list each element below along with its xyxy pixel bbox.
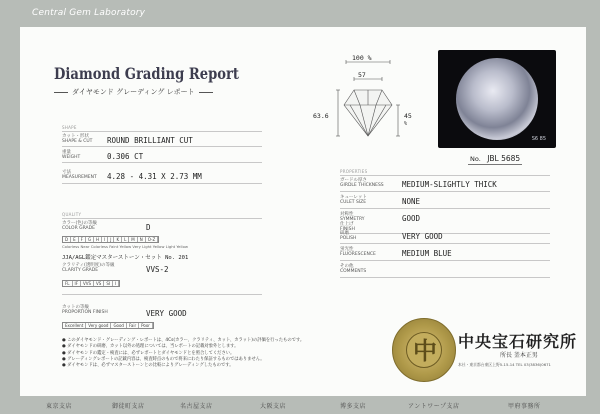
note-item: ● ダイヤモンドの研磨、カット以外の処理については、当レポートの記載対象外とします。 (62, 344, 239, 350)
scale-cell: H (94, 237, 102, 242)
right-band (586, 27, 600, 396)
finish-label-en: FINISH (340, 227, 355, 232)
divider (62, 131, 262, 132)
divider (340, 243, 550, 244)
note-item: ● ダイヤモンドの鑑定・検査には、必ずレポートとダイヤモンドとを照合してください。 (62, 350, 235, 356)
scale-cell: N (138, 237, 146, 242)
scale-cell: Excellent (63, 323, 86, 328)
scale-cell: VS (94, 281, 104, 286)
comments-label-ja: その他 (340, 264, 354, 269)
scale-cell: Fair (127, 323, 139, 328)
notes-list (62, 338, 362, 369)
culet-label-ja: キューレット (340, 195, 367, 200)
divider (62, 162, 262, 163)
seal-mark: 中 (413, 336, 437, 365)
divider (340, 260, 550, 261)
branch-item: 大阪支店 (260, 403, 287, 410)
color-value: D (146, 223, 151, 232)
scale-cell: K (114, 237, 122, 242)
measurement-label-ja: 寸法 (62, 170, 71, 175)
scale-cell: Good (111, 323, 127, 328)
scale-cell: G (86, 237, 94, 242)
pavilion-depth-pct: 45 (404, 112, 412, 120)
master-stone-set: JJA/AGL鑑定マスターストーン・セット No. 201 (62, 255, 189, 261)
branch-item: 博多支店 (340, 403, 367, 410)
scale-cell: D (63, 237, 71, 242)
girdle-label-en: GIRDLE THICKNESS (340, 183, 384, 188)
crown-table-pct: 57 (358, 71, 366, 79)
report-number-value: JBL 5685 (487, 154, 521, 163)
report-title: Diamond Grading Report (54, 64, 239, 83)
branch-item: 東京支店 (46, 403, 73, 410)
divider (62, 218, 262, 219)
branch-item: 御徒町支店 (112, 403, 145, 410)
weight-label-ja: 重量 (62, 150, 71, 155)
scale-cell: J (108, 237, 114, 242)
top-band (0, 0, 600, 27)
shape-value: ROUND BRILLIANT CUT (107, 136, 193, 145)
measurement-label-en: MEASUREMENT (62, 175, 97, 180)
polish-label-ja: 研磨 (340, 231, 349, 236)
scale-cell: VVS (81, 281, 94, 286)
measurement-value: 4.28 - 4.31 X 2.73 MM (107, 172, 202, 181)
divider (62, 146, 262, 147)
report-number-label: No. (470, 155, 481, 163)
shape-label-ja: カット・形状 (62, 134, 89, 139)
pct-unit: % (404, 121, 408, 127)
weight-label-en: WEIGHT (62, 155, 81, 160)
girdle-value: MEDIUM-SLIGHTLY THICK (402, 180, 497, 189)
scale-cell: F (79, 237, 86, 242)
photo-code: S6 85 (531, 136, 546, 142)
scale-cell: FL (63, 281, 73, 286)
shape-label-en: SHAPE & CUT (62, 139, 93, 144)
cut-value: VERY GOOD (146, 309, 187, 318)
clarity-value: VVS-2 (146, 265, 169, 274)
scale-cell: E (71, 237, 79, 242)
color-scale-caption: Colorless Near Colorless Faint Yellow Very Light Yellow Light Yellow (62, 244, 189, 249)
table-total-pct: 100 % (352, 54, 372, 62)
lab-name: Central Gem Laboratory (32, 8, 146, 18)
cut-label-en: PROPORTION FINISH (62, 310, 108, 315)
proportion-diagram (310, 50, 430, 138)
color-label-en: COLOR GRADE (62, 226, 95, 231)
note-item: ● このダイヤモンド・グレーディング・レポートは、4Cs(カラー、クラリティ、カット、カラット)の評価を行ったものです。 (62, 338, 305, 343)
culet-label-en: CULET SIZE (340, 200, 367, 205)
scale-cell: I (102, 237, 108, 242)
fluorescence-label-ja: 蛍光性 (340, 247, 354, 252)
cut-label-ja: カットの等級 (62, 305, 89, 310)
total-depth-pct: 63.6 (313, 112, 329, 120)
branch-bar (0, 396, 600, 414)
scale-cell: O-Z (146, 237, 158, 242)
report-subtitle: ダイヤモンド グレーディング レポート (50, 87, 217, 97)
symmetry-label-ja: 対称性 (340, 212, 354, 217)
scale-cell: I (113, 281, 119, 286)
clarity-label-en: CLARITY GRADE (62, 268, 99, 273)
gold-seal-icon (392, 318, 456, 382)
scale-cell: SI (104, 281, 113, 286)
color-label-ja: カラー(色)の等級 (62, 221, 98, 226)
clarity-scale (62, 280, 120, 287)
quality-section-label: QUALITY (62, 212, 82, 217)
branch-item: 名古屋支店 (180, 403, 213, 410)
color-scale (62, 236, 159, 243)
symmetry-value: GOOD (402, 214, 421, 223)
divider (340, 191, 550, 192)
company-address: 本社・東京都台東区上野5-15-14 TEL 03(3836)0671 (458, 362, 551, 367)
finish-label-ja: 仕上げ (340, 222, 354, 227)
divider (340, 233, 550, 234)
diamond-image (456, 58, 538, 140)
scale-cell: IF (73, 281, 81, 286)
fluorescence-value: MEDIUM BLUE (402, 249, 452, 258)
comments-label-en: COMMENTS (340, 269, 367, 274)
fluorescence-label-en: FLUORESCENCE (340, 252, 376, 257)
scale-cell: L (122, 237, 129, 242)
weight-value: 0.306 CT (107, 152, 144, 161)
report-number (468, 154, 522, 165)
polish-value: VERY GOOD (402, 232, 443, 241)
divider (340, 175, 550, 176)
clarity-label-ja: クラリティ(透明度)の等級 (62, 263, 115, 268)
culet-value: NONE (402, 197, 421, 206)
divider (340, 208, 550, 209)
polish-label-en: POLISH (340, 236, 357, 241)
note-item: ● グレーディングレポートの記載内容は、検査時点のもので将来にわたり保証するものではありません。 (62, 356, 265, 362)
note-item: ● ダイヤモンドは、必ずマスターストーンとの比較によりグレーディングしたものです。 (62, 363, 234, 369)
company-president: 所長 釜本正男 (500, 352, 538, 359)
divider (340, 277, 550, 278)
symmetry-label-en: SYMMETRY (340, 217, 365, 222)
diamond-photo (438, 50, 556, 148)
properties-section-label: PROPERTIES (340, 169, 368, 174)
shape-section-label: SHAPE (62, 125, 77, 130)
scale-cell: Poor (139, 323, 153, 328)
divider (62, 294, 262, 295)
scale-cell: M (129, 237, 137, 242)
left-band (0, 27, 20, 396)
branch-item: アントワープ支店 (408, 403, 460, 410)
branch-item: 甲府事務所 (508, 403, 541, 410)
girdle-label-ja: ガードル厚さ (340, 178, 367, 183)
divider (62, 183, 262, 184)
scale-cell: Very good (86, 323, 111, 328)
company-name: 中央宝石研究所 (458, 332, 578, 351)
cut-scale (62, 322, 154, 329)
